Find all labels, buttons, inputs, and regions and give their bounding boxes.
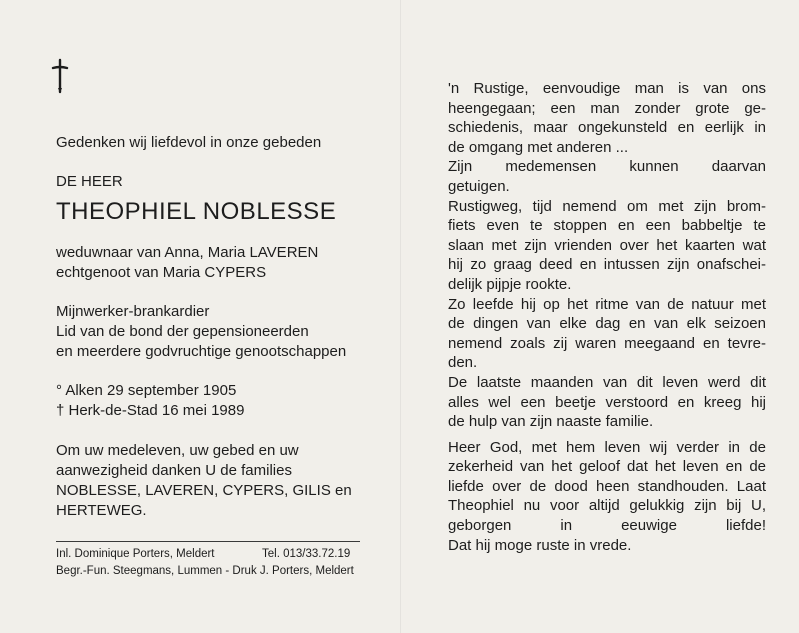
title-text: DE HEER: [56, 173, 123, 190]
text-line: de dingen van elke dag en van elk seizoen: [448, 315, 766, 333]
text-line: zekerheid van het geloof dat het leven en de: [448, 458, 766, 476]
text-line: de omgang met anderen ...: [448, 138, 629, 156]
text-paragraph: [448, 79, 766, 157]
text-line: Zijn medemensen kunnen daarvan: [448, 158, 766, 176]
text-line: slaan met zijn vrienden over het kaarten wat: [448, 236, 766, 254]
text-line: 'n Rustige, eenvoudige man is van ons: [448, 80, 766, 97]
right-panel: [448, 79, 766, 555]
occupation-line: Lid van de bond der gepensioneerden: [56, 323, 309, 340]
text-line: de hulp van zijn naaste familie.: [448, 413, 654, 431]
text-line: heengegaan; een man zonder grote ge-: [448, 99, 766, 117]
text-line: geborgen in eeuwige liefde!: [448, 517, 766, 535]
death-line: † Herk-de-Stad 16 mei 1989: [56, 402, 245, 419]
cross-icon: [50, 58, 70, 94]
text-line: nemend zoals zij waren meegaand en tevre-: [448, 334, 766, 352]
text-line: Heer God, met hem leven wij verder in de: [448, 438, 766, 456]
text-paragraph: [448, 157, 766, 196]
thanks-line: HERTEWEG.: [56, 502, 147, 519]
thanks-line: NOBLESSE, LAVEREN, CYPERS, GILIS en: [56, 482, 352, 499]
text-paragraph: [448, 295, 766, 373]
text-line: hij zo graag deed en intussen zijn onafschei-: [448, 256, 766, 274]
text-line: liefde over de dood heen standhouden. Laat: [448, 477, 766, 495]
text-line: Zo leefde hij op het ritme van de natuur met: [448, 295, 766, 313]
printer-phone: Tel. 013/33.72.19: [262, 548, 351, 560]
relation-line: echtgenoot van Maria CYPERS: [56, 264, 267, 281]
text-line: fiets even te stoppen en een babbeltje te: [448, 217, 766, 235]
text-line: Rustigweg, tijd nemend om met zijn brom-: [448, 197, 766, 215]
divider: [56, 541, 360, 542]
text-paragraph: [448, 373, 766, 432]
thanks-line: aanwezigheid danken U de families: [56, 462, 292, 479]
relation-line: weduwnaar van Anna, Maria LAVEREN: [56, 244, 319, 261]
text-line: schiedenis, maar ongekunsteld en eerlijk in: [448, 119, 766, 137]
birth-line: ° Alken 29 september 1905: [56, 382, 237, 399]
text-line: alles wel een beetje verstoord en kreeg hij: [448, 393, 766, 411]
thanks-line: Om uw medeleven, uw gebed en uw: [56, 442, 299, 459]
occupation-line: Mijnwerker-brankardier: [56, 303, 210, 320]
intro-text: Gedenken wij liefdevol in onze gebeden: [56, 134, 322, 151]
text-line: Dat hij moge ruste in vrede.: [448, 536, 632, 554]
funeral-line: Begr.-Fun. Steegmans, Lummen - Druk J. Porters, Meldert: [56, 565, 354, 577]
printer-name: Inl. Dominique Porters, Meldert: [56, 548, 215, 560]
text-line: Theophiel nu voor altijd gelukkig zijn bij U,: [448, 497, 766, 515]
deceased-name: THEOPHIEL NOBLESSE: [56, 198, 337, 225]
text-line: den.: [448, 354, 478, 372]
text-line: getuigen.: [448, 177, 510, 195]
card-fold: [400, 0, 401, 633]
text-paragraph: [448, 438, 766, 556]
text-paragraph: [448, 197, 766, 295]
text-line: delijk pijpje rookte.: [448, 275, 572, 293]
text-line: De laatste maanden van dit leven werd dit: [448, 373, 766, 391]
occupation-line: en meerdere godvruchtige genootschappen: [56, 343, 347, 360]
